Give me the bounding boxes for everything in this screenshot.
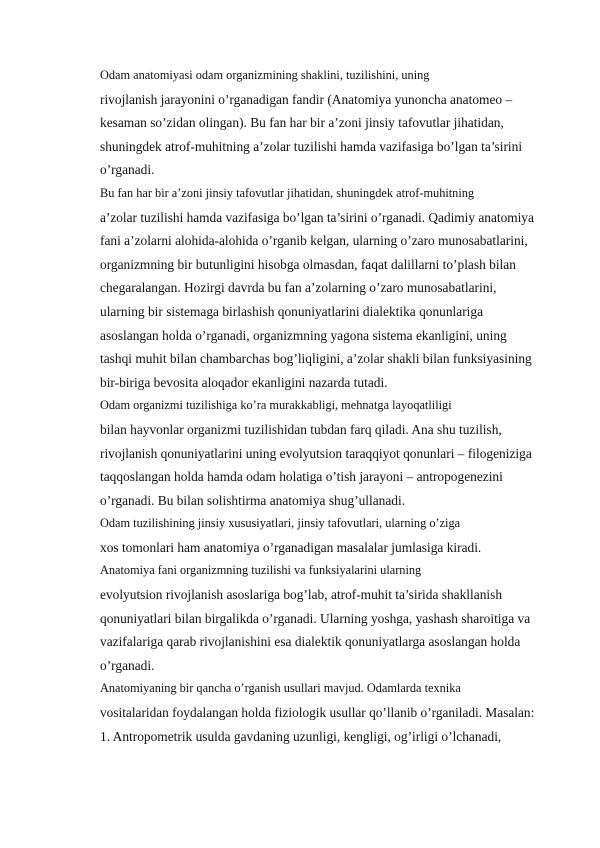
paragraph	[62, 677, 534, 748]
paragraph	[62, 64, 534, 182]
text-line: ularning bir sistemaga birlashish qonuniyatlarini dialektika qonunlariga	[100, 303, 484, 319]
text-line: bilan hayvonlar organizmi tuzilishidan tubdan farq qiladi. Ana shu tuzilish,	[100, 421, 502, 437]
text-line: Anatomiyaning bir qancha o’rganish usullari mavjud. Odamlarda texnika	[100, 681, 461, 696]
text-line: Odam anatomiyasi odam organizmining shaklini, tuzilishini, uning	[100, 68, 430, 82]
text-line: shuningdek atrof-muhitning a’zolar tuzilishi hamda vazifasiga bo’lgan ta’sirini	[100, 138, 523, 154]
paragraph	[62, 182, 534, 394]
paragraph	[62, 394, 534, 512]
paragraph	[62, 559, 534, 677]
text-line: rivojlanish qonuniyatlarini uning evolyutsion taraqqiyot qonunlari – filogeniziga	[100, 445, 532, 461]
text-line: tashqi muhit bilan chambarchas bog’liqligini, a’zolar shakli bilan funksiyasining	[100, 351, 532, 367]
text-line: fani a’zolarni alohida-alohida o’rganib kelgan, ularning o’zaro munosabatlarini,	[100, 233, 528, 249]
text-line: taqqoslangan holda hamda odam holatiga o’tish jarayoni – antropogenezini	[100, 469, 503, 485]
text-line: chegaralangan. Hozirgi davrda bu fan a’zolarning o’zaro munosabatlarini,	[100, 280, 497, 296]
text-line: organizmning bir butunligini hisobga olmasdan, faqat dalillarni to’plash bilan	[100, 256, 516, 272]
text-line: Odam organizmi tuzilishiga ko’ra murakkabligi, mehnatga layoqatliligi	[100, 398, 452, 413]
text-line: Bu fan har bir a’zoni jinsiy tafovutlar jihatidan, shuningdek atrof-muhitning	[100, 185, 475, 200]
text-line: o’rganadi.	[100, 657, 155, 673]
text-line: vositalaridan foydalangan holda fiziologik usullar qo’llanib o’rganiladi. Masalan:	[100, 705, 535, 721]
text-line: o’rganadi.	[100, 162, 155, 178]
text-line: evolyutsion rivojlanish asoslariga bog’lab, atrof-muhit ta’sirida shakllanish	[100, 587, 503, 603]
text-line: Odam tuzilishining jinsiy xususiyatlari, jinsiy tafovutlari, ularning o’ziga	[100, 516, 461, 531]
text-line: Anatomiya fani organizmning tuzilishi va funksiyalarini ularning	[100, 563, 422, 578]
text-line: a’zolar tuzilishi hamda vazifasiga bo’lgan ta’sirini o’rganadi. Qadimiy anatomiya	[100, 209, 534, 225]
text-line: kesaman so’zidan olingan). Bu fan har bir a’zoni jinsiy tafovutlar jihatidan,	[100, 115, 504, 131]
paragraph	[62, 512, 534, 559]
text-line: qonuniyatlari bilan birgalikda o’rganadi. Ularning yoshga, yashash sharoitiga va	[100, 610, 531, 626]
text-line: 1. Antropometrik usulda gavdaning uzunligi, kengligi, og’irligi o’lchanadi,	[100, 728, 502, 744]
text-line: o’rganadi. Bu bilan solishtirma anatomiya shug’ullanadi.	[100, 492, 406, 508]
text-line: xos tomonlari ham anatomiya o’rganadigan masalalar jumlasiga kiradi.	[100, 539, 482, 555]
text-line: asoslangan holda o’rganadi, organizmning yagona sistema ekanligini, uning	[100, 327, 507, 343]
text-line: rivojlanish jarayonini o’rganadigan fandir (Anatomiya yunoncha anatomeo –	[100, 91, 513, 107]
document-body	[62, 64, 534, 748]
text-line: vazifalariga qarab rivojlanishini esa dialektik qonuniyatlarga asoslangan holda	[100, 634, 521, 650]
text-line: bir-biriga bevosita aloqador ekanligini nazarda tutadi.	[100, 374, 388, 390]
